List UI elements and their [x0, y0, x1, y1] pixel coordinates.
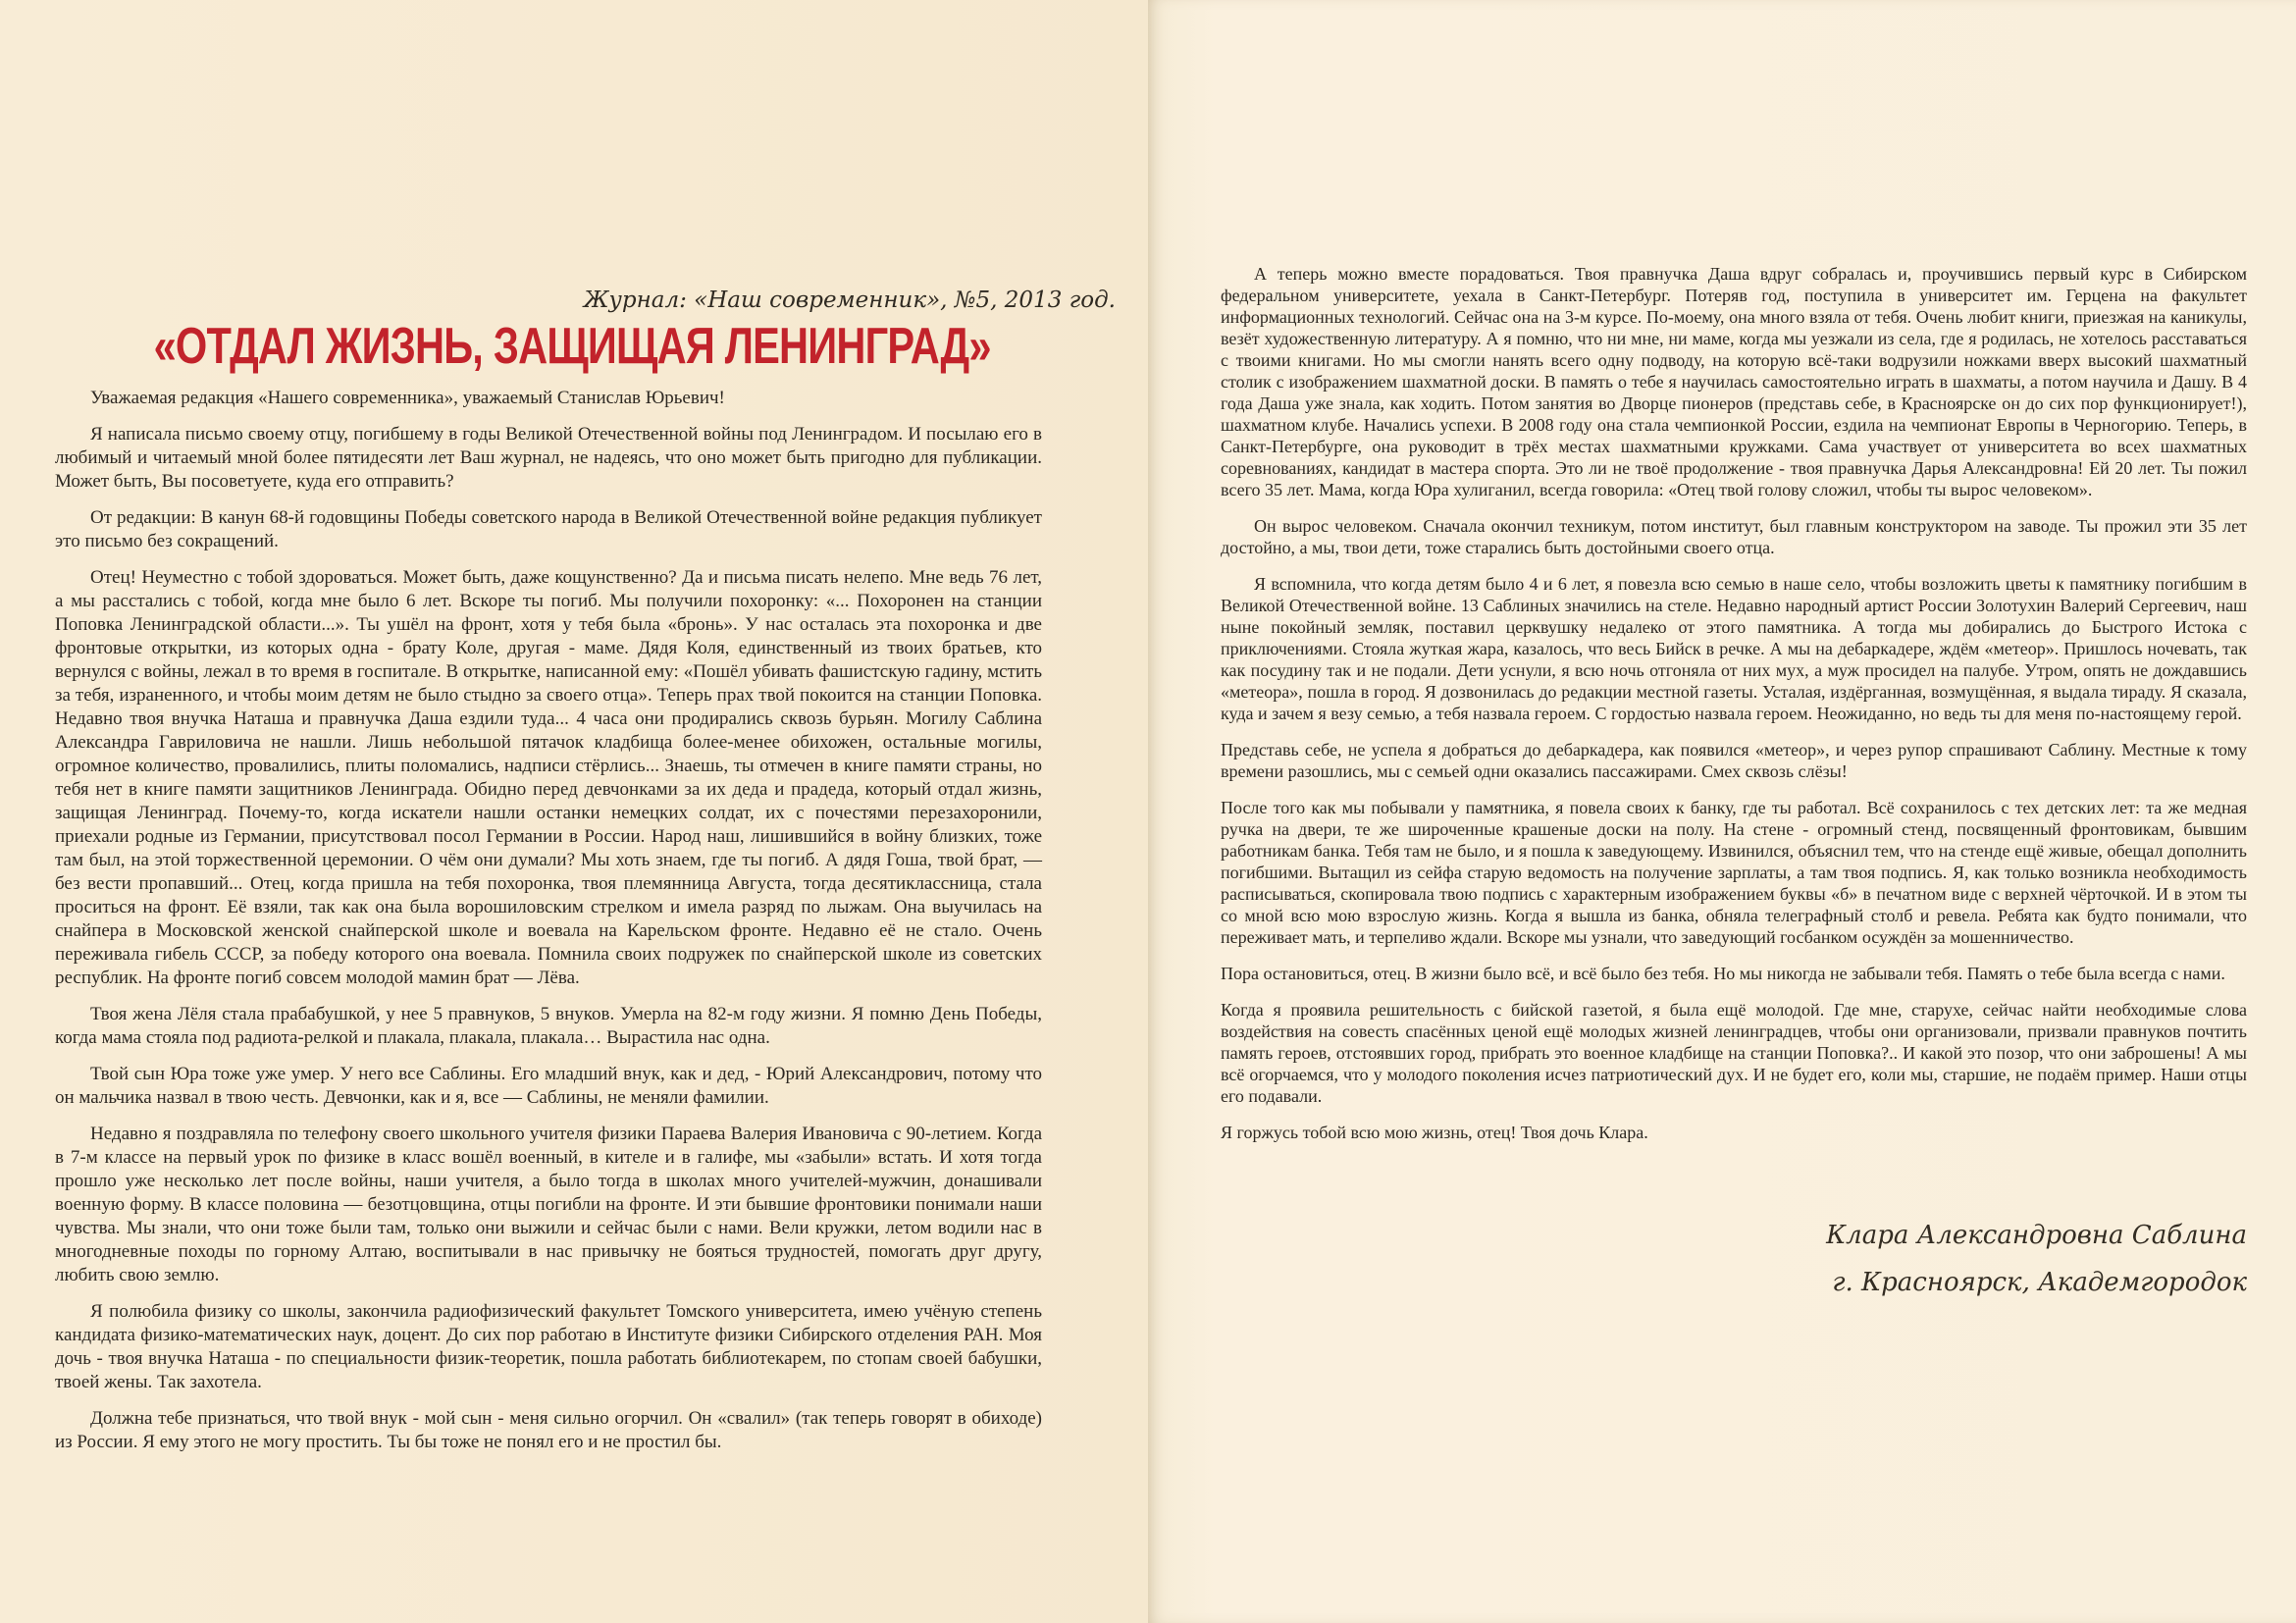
paragraph: Он вырос человеком. Сначала окончил техникум, потом институт, был главным конструктором на заводе. Ты прожил эти 35 лет достойно, а мы, твои дети, тоже старались быть достойными своего отца. — [1221, 516, 2247, 557]
paragraph: Твоя жена Лёля стала прабабушкой, у нее 5 правнуков, 5 внуков. Умерла на 82-м году жизни. Я помню День Победы, когда мама стояла под радиота-релкой и плакала, плакала, плакала… Вырастила нас одна. — [55, 1004, 1042, 1048]
paragraph: Я вспомнила, что когда детям было 4 и 6 лет, я повезла всю семью в наше село, чтобы возложить цветы к памятнику погибшим в Великой Отечественной войне. 13 Саблиных значились на стеле. Недавно народный артист России Золотухин Валерий Сергеевич, наш ныне покойный земляк, поставил церквушку недалеко от этого памятника. А тогда мы добирались до Быстрого Истока с приключениями. Стояла жуткая жара, казалось, что весь Бийск в речке. А мы на дебаркадере, ждём «метеор». Пришлось ночевать, так как посудину так и не подали. Дети уснули, я всю ночь отгоняла от них мух, а муж просидел на палубе. Утром, опять не дождавшись «метеора», пошла в город. Я дозвонилась до редакции местной газеты. Усталая, издёрганная, возмущённая, я выдала тираду. Я сказала, куда и зачем я везу семью, а тебя назвала героем. С гордостью назвала героем. Неожиданно, но ведь ты для меня по-настоящему герой. — [1221, 574, 2247, 723]
paragraph: Я полюбила физику со школы, закончила радиофизический факультет Томского университета, имею учёную степень кандидата физико-математических наук, доцент. До сих пор работаю в Институте физики Сибирского отделения РАН. Моя дочь - твоя внучка Наташа - по специальности физик-теоретик, пошла работать библиотекарем, по стопам своей бабушки, твоей жены. Так захотела. — [55, 1301, 1042, 1392]
paragraph: Представь себе, не успела я добраться до дебаркадера, как появился «метеор», и через рупор спрашивают Саблину. Местные к тому времени разошлись, мы с семьей одни оказались пассажирами. Смех сквозь слёзы! — [1221, 740, 2247, 781]
paragraph: Должна тебе признаться, что твой внук - мой сын - меня сильно огорчил. Он «свалил» (так теперь говорят в обиходе) из России. Я ему этого не могу простить. Ты бы тоже не понял его и не простил бы. — [55, 1408, 1042, 1452]
signature-line: г. Красноярск, Академгородок — [1832, 1268, 2247, 1297]
paragraph: Отец! Неуместно с тобой здороваться. Может быть, даже кощунственно? Да и письма писать нелепо. Мне ведь 76 лет, а мы расстались с тобой, когда мне было 6 лет. Вскоре ты погиб. Мы получили похоронку: «... Похоронен на станции Поповка Ленинградской области...». Ты ушёл на фронт, хотя у тебя была «бронь». У нас осталась эта похоронка и две фронтовые открытки, из которых одна - брату Коле, другая - маме. Дядя Коля, единственный из твоих братьев, кто вернулся с войны, лежал в то время в госпитале. В открытке, написанной ему: «Пошёл убивать фашистскую гадину, мстить за тебя, израненного, и чтобы моим детям не было стыдно за своего отца». Теперь прах твой покоится на станции Поповка. Недавно твоя внучка Наташа и правнучка Даша ездили туда... 4 часа они продирались сквозь бурьян. Могилу Саблина Александра Гавриловича не нашли. Лишь небольшой пятачок кладбища более-менее обихожен, остальные могилы, огромное количество, провалились, плиты поломались, надписи стёрлись... Знаешь, ты отмечен в книге памяти страны, но тебя нет в книге памяти защитников Ленинграда. Обидно перед девчонками за их деда и прадеда, который отдал жизнь, защищая Ленинград. Почему-то, когда искатели нашли останки немецких солдат, их с почестями перезахоронили, приехали родные из Германии, присутствовал посол Германии в России. Народ наш, лишившийся в войну близких, тоже там был, на этой торжественной церемонии. О чём они думали? Мы хоть знаем, где ты погиб. А дядя Гоша, твой брат, — без вести пропавший... Отец, когда пришла на тебя похоронка, твоя племянница Августа, тогда десятиклассница, стала проситься на фронт. Её взяли, так как она была ворошиловским стрелком и имела разряд по лыжам. Она выучилась на снайпера в Московской женской снайперской школе и воевала на Карельском фронте. Недавно её не стало. Очень переживала гибель СССР, за победу которого она воевала. Помнила своих подружек по снайперской школе из советских республик. На фронте погиб совсем молодой мамин брат — Лёва. — [55, 567, 1042, 988]
article-title: «ОТДАЛ ЖИЗНЬ, ЗАЩИЩАЯ ЛЕНИНГРАД» — [153, 318, 991, 375]
page-right — [1148, 0, 2296, 1623]
paragraph: Твой сын Юра тоже уже умер. У него все Саблины. Его младший внук, как и дед, - Юрий Александрович, потому что он мальчика назвал в твою честь. Девчонки, как и я, все — Саблины, не меняли фамилии. — [55, 1064, 1042, 1108]
paragraph: От редакции: В канун 68-й годовщины Победы советского народа в Великой Отечественной войне редакция публикует это письмо без сокращений. — [55, 507, 1042, 551]
paragraph: А теперь можно вместе порадоваться. Твоя правнучка Даша вдруг собралась и, проучившись первый курс в Сибирском федеральном университете, уехала в Санкт-Петербург. Потеряв год, поступила в университет им. Герцена на факультет информационных технологий. Сейчас она на 3-м курсе. По-моему, она много взяла от тебя. Очень любит книги, приезжая на каникулы, везёт художественную литературу. А я помню, что ни мне, ни маме, когда мы уезжали из села, где я родилась, не хотелось расставаться с твоими книгами. Но мы смогли нанять всего одну подводу, на которую всё-таки водрузили ножками вверх высокий шахматный столик с изображением шахматной доски. В память о тебе я научилась самостоятельно играть в шахматы, а потом научила и Дашу. В 4 года Даша уже знала, как ходить. Потом занятия во Дворце пионеров (представь себе, в Красноярске он до сих пор функционирует!), шахматном клубе. Начались успехи. В 2008 году она стала чемпионкой России, ездила на чемпионат Европы в Черногорию. Теперь, в Санкт-Петербурге, она руководит в трёх местах шахматными кружками. Сама участвует от университета во всех шахматных соревнованиях, кандидат в мастера спорта. Это ли не твоё продолжение - твоя правнучка Дарья Александровна! Ей 20 лет. Ты пожил всего 35 лет. Мама, когда Юра хулиганил, всегда говорила: «Отец твой голову сложил, чтобы ты вырос человеком». — [1221, 264, 2247, 499]
right-page-text — [1221, 263, 2247, 1143]
paragraph: Я горжусь тобой всю мою жизнь, отец! Твоя дочь Клара. — [1221, 1123, 1648, 1142]
paragraph: Когда я проявила решительность с бийской газетой, я была ещё молодой. Где мне, старухе, сейчас найти необходимые слова воздействия на совесть спасённых ценой ещё молодых жизней ленинградцев, чтобы они организовали, призвали правнуков почтить память героев, отстоявших город, прибрать это военное кладбище на станции Поповка?.. И какой это позор, что они заброшены! А мы всё огорчаемся, что у молодого поколения исчез патриотический дух. И не будет его, коли мы, старшие, не подаём пример. Наши отцы его подавали. — [1221, 1000, 2247, 1106]
paragraph: Уважаемая редакция «Нашего современника», уважаемый Станислав Юрьевич! — [90, 388, 725, 408]
left-page-text — [55, 387, 1042, 1454]
signature-line: Клара Александровна Саблина — [1826, 1221, 2247, 1250]
paragraph: После того как мы побывали у памятника, я повела своих к банку, где ты работал. Всё сохранилось с тех детских лет: та же медная ручка на двери, те же широченные крашеные доски на полу. На стене - огромный стенд, посвященный фронтовикам, бывшим работникам банка. Тебя там не было, и я пошла к заведующему. Извинился, объяснил тем, что на стенде ещё живые, обещал дополнить погибшими. Вытащил из сейфа старую ведомость на получение зарплаты, а там твоя подпись. Я, как только возникла необходимость расписываться, скопировала твою подпись с характерным изображением буквы «б» в печатном виде с верхней чёрточкой. И в этом ты со мной всю мою взрослую жизнь. Когда я вышла из банка, обняла телеграфный столб и ревела. Ребята как будто понимали, что переживает мать, и терпеливо ждали. Вскоре мы узнали, что заведующий госбанком осуждён за мошенничество. — [1221, 798, 2247, 947]
signature-block — [1221, 1212, 2247, 1306]
paragraph: Недавно я поздравляла по телефону своего школьного учителя физики Параева Валерия Ивановича с 90-летием. Когда в 7-м классе на первый урок по физике в класс вошёл военный, в кителе и в галифе, мы «забыли» встать. И хотя тогда прошло уже несколько лет после войны, наши учителя, а было тогда в школах много учителей-мужчин, донашивали военную форму. В классе половина — безотцовщина, отцы погибли на фронте. И эти бывшие фронтовики понимали наши чувства. Мы знали, что они тоже были там, только они выжили и сейчас были с нами. Вели кружки, летом водили нас в многодневные походы по горному Алтаю, воспитывали в нас привычку не бояться трудностей, помогать друг другу, любить свою землю. — [55, 1124, 1042, 1285]
paragraph: Пора остановиться, отец. В жизни было всё, и всё было без тебя. Но мы никогда не забывали тебя. Память о тебе была всегда с нами. — [1221, 964, 2225, 983]
paragraph: Я написала письмо своему отцу, погибшему в годы Великой Отечественной войны под Ленинградом. И посылаю его в любимый и читаемый мной более пятидесяти лет Ваш журнал, не надеясь, что оно может быть пригодно для публикации. Может быть, Вы посоветуете, куда его отправить? — [55, 424, 1042, 492]
journal-reference: Журнал: «Наш современник», №5, 2013 год. — [583, 288, 1116, 313]
